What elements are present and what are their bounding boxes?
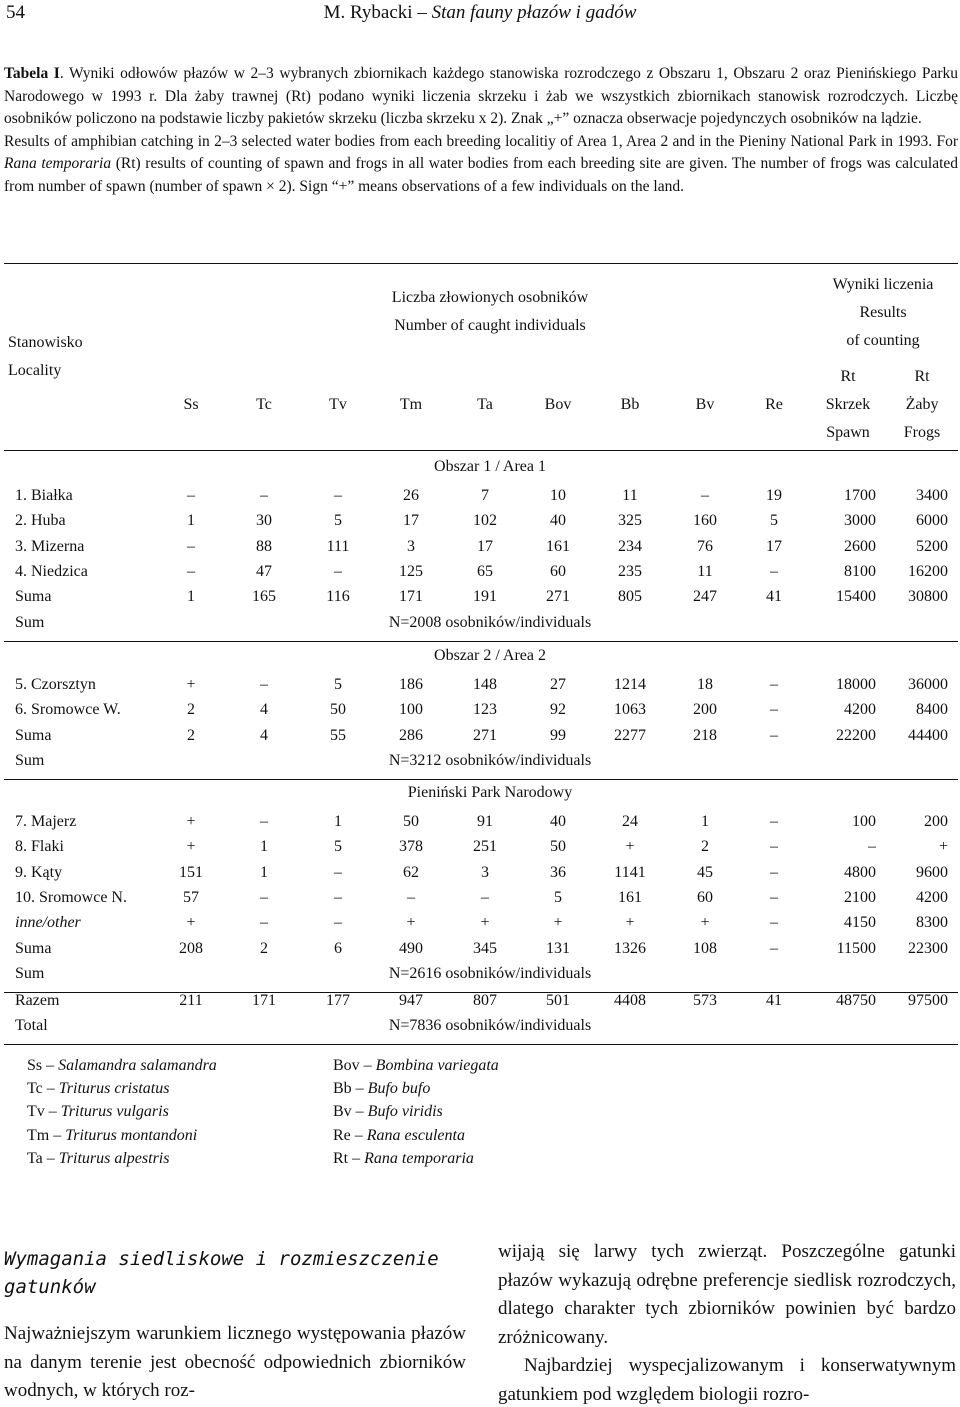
table-cell: – xyxy=(770,838,778,856)
table-cell: 160 xyxy=(693,512,717,530)
legend-species: Bufo viridis xyxy=(367,1103,443,1121)
table-cell: – xyxy=(334,487,342,504)
legend-species: Triturus vulgaris xyxy=(60,1103,169,1121)
total-cell: 807 xyxy=(473,992,497,1009)
table-header-rule xyxy=(4,450,958,451)
table-cell: 2100 xyxy=(844,888,876,906)
table-cell: 161 xyxy=(618,888,642,906)
table-cell: 5 xyxy=(334,676,342,693)
table-cell: 1 xyxy=(701,813,709,830)
row-locality: 1. Białka xyxy=(15,487,73,504)
header-caught-en: Number of caught individuals xyxy=(394,317,586,334)
column-header-ta: Ta xyxy=(477,396,493,413)
table-cell: – xyxy=(481,888,489,906)
header-caught-pl: Liczba złowionych osobników xyxy=(391,289,589,306)
table-cell: 161 xyxy=(546,537,570,555)
header-rt-frogs: Rt xyxy=(914,368,930,385)
table-cell: 2600 xyxy=(844,537,876,555)
caption-polish xyxy=(4,63,958,131)
table-cell: 805 xyxy=(618,588,642,606)
header-locality-pl: Stanowisko xyxy=(8,334,83,351)
legend-dash: – xyxy=(42,1080,59,1098)
table-cell: 1214 xyxy=(614,676,646,693)
total-cell: 171 xyxy=(252,992,276,1009)
table-cell: 4 xyxy=(260,701,268,719)
legend-item xyxy=(333,1147,499,1170)
caption-english-species: Rana temporaria xyxy=(4,155,112,172)
table-cell: 234 xyxy=(618,537,642,555)
column-header-tm: Tm xyxy=(399,396,423,413)
table-cell: 200 xyxy=(924,813,948,830)
table-cell: 62 xyxy=(403,863,419,881)
total-cell: 4408 xyxy=(614,992,646,1009)
table-cell: 17 xyxy=(477,537,493,555)
table-cell: – xyxy=(334,888,342,906)
running-title xyxy=(6,2,954,24)
row-locality: 5. Czorsztyn xyxy=(15,676,96,693)
header-counting-pl: Wyniki liczenia xyxy=(832,276,934,293)
table-cell: 4200 xyxy=(844,701,876,719)
table-cell: 92 xyxy=(550,701,566,719)
table-cell: – xyxy=(770,676,778,693)
section-title: Pieniński Park Narodowy xyxy=(407,784,573,801)
table-cell: 1 xyxy=(260,863,268,881)
legend-dash: – xyxy=(42,1149,59,1167)
table-cell: 44400 xyxy=(908,726,948,744)
table-cell: 148 xyxy=(473,676,497,693)
legend-species: Rana temporaria xyxy=(364,1149,474,1167)
table-cell: 200 xyxy=(693,701,717,719)
legend-species: Rana esculenta xyxy=(366,1126,465,1144)
header-frogs-pl: Żaby xyxy=(905,396,939,413)
table-cell: – xyxy=(334,863,342,881)
table-cell: 5 xyxy=(554,888,562,906)
table-cell: 17 xyxy=(403,512,419,530)
table-cell: 191 xyxy=(473,588,497,606)
table-cell: 65 xyxy=(477,562,493,580)
total-cell: 573 xyxy=(693,992,717,1009)
table-cell: 218 xyxy=(693,726,717,744)
table-cell: + xyxy=(625,914,635,932)
table-cell: 235 xyxy=(618,562,642,580)
total-cell: 41 xyxy=(766,992,782,1009)
individuals-count: N=2008 osobników/individuals xyxy=(388,613,592,631)
row-locality: 9. Kąty xyxy=(15,863,63,881)
legend-code: Rt xyxy=(333,1149,349,1167)
table-cell: – xyxy=(770,726,778,744)
table-cell: 111 xyxy=(326,537,350,555)
table-cell: 40 xyxy=(550,512,566,530)
individuals-count: N=3212 osobników/individuals xyxy=(388,751,592,769)
table-cell: – xyxy=(770,813,778,830)
legend-item xyxy=(27,1077,217,1100)
header-rt-spawn: Rt xyxy=(840,368,856,385)
table-cell: 3 xyxy=(407,537,415,555)
table-cell: 100 xyxy=(399,701,423,719)
table-cell: 36 xyxy=(550,863,566,881)
total-label-en: Total xyxy=(15,1017,48,1035)
table-cell: 1 xyxy=(334,813,342,830)
row-locality: Suma xyxy=(15,588,52,606)
legend-code: Tv xyxy=(27,1103,45,1121)
table-cell: 171 xyxy=(399,588,423,606)
legend-dash: – xyxy=(42,1057,59,1074)
table-cell: 1 xyxy=(260,838,268,856)
header-spawn-en: Spawn xyxy=(826,424,870,441)
total-cell: 97500 xyxy=(908,992,948,1009)
table-cell: 18 xyxy=(697,676,713,693)
table-cell: – xyxy=(260,487,268,504)
row-locality: 8. Flaki xyxy=(15,838,64,856)
table-cell: 2 xyxy=(260,939,268,957)
table-cell: 1063 xyxy=(614,701,646,719)
table-cell: – xyxy=(770,701,778,719)
total-cell: 947 xyxy=(399,992,423,1009)
table-cell: 17 xyxy=(766,537,782,555)
table-cell: 1700 xyxy=(844,487,876,504)
table-cell: 8400 xyxy=(916,701,948,719)
table-cell: 125 xyxy=(399,562,423,580)
sum-label: Sum xyxy=(15,751,45,769)
right-column-paragraph-1: wijają się larwy tych zwierząt. Poszczególne gatunki płazów wykazują odrębne preferencje siedlisk rozrodczych, dlatego charakter tych zbiorników powinien być bardzo zróżnicowany. xyxy=(498,1241,956,1348)
legend-species: Salamandra salamandra xyxy=(58,1057,217,1074)
table-cell: + xyxy=(553,914,563,932)
table-cell: – xyxy=(187,562,195,580)
header-counting-en-2: of counting xyxy=(846,332,920,349)
table-cell: 271 xyxy=(473,726,497,744)
individuals-count: N=2616 osobników/individuals xyxy=(388,964,592,982)
page-number: 54 xyxy=(6,2,25,23)
table-cell: + xyxy=(186,813,196,830)
table-cell: – xyxy=(770,888,778,906)
row-locality: inne/other xyxy=(15,914,81,932)
table-cell: 22300 xyxy=(908,939,948,957)
table-cell: 45 xyxy=(697,863,713,881)
caption-english-text-b: (Rt) results of counting of spawn and frogs in all water bodies from each breeding site are given. The number of frogs was calculated from number of spawn (number of spawn × 2). Sign “+” means observations of a few individuals on the land. xyxy=(4,155,959,195)
total-label: Razem xyxy=(15,992,60,1009)
table-cell: – xyxy=(334,562,342,580)
table-cell: 490 xyxy=(399,939,423,957)
table-cell: 55 xyxy=(330,726,346,744)
legend-code: Ss xyxy=(27,1057,43,1074)
table-cell: 102 xyxy=(473,512,497,530)
left-column-text: Najważniejszym warunkiem licznego występowania płazów na danym terenie jest obecność odpowiednich zbiorników wodnych, w których roz- xyxy=(4,1323,466,1401)
table-caption xyxy=(4,63,958,198)
table-cell: 345 xyxy=(473,939,497,957)
table-cell: 15400 xyxy=(836,588,876,606)
legend-dash: – xyxy=(44,1103,61,1121)
table-cell: – xyxy=(770,914,778,932)
table-cell: 271 xyxy=(546,588,570,606)
sum-label: Sum xyxy=(15,964,45,982)
table-cell: 186 xyxy=(399,676,423,693)
row-locality: 3. Mizerna xyxy=(15,537,85,555)
right-column-paragraph-2: Najbardziej wyspecjalizowanym i konserwatywnym gatunkiem pod względem biologii rozro- xyxy=(498,1355,956,1405)
table-cell: 9600 xyxy=(916,863,948,881)
legend-dash: – xyxy=(351,1103,368,1121)
total-cell: 177 xyxy=(326,992,350,1009)
running-head xyxy=(6,2,954,28)
table-cell: 116 xyxy=(326,588,350,606)
table-cell: 151 xyxy=(179,863,203,881)
caption-polish-text: . Wyniki odłowów płazów w 2–3 wybranych zbiornikach każdego stanowiska rozrodczego z Obszaru 1, Obszaru 2 oraz Pienińskiego Parku Narodowego w 1993 r. Dla żaby trawnej (Rt) podano wyniki liczenia skrzeku i żab we wszystkich zbiornikach stanowisk rozrodczych. Liczbę osobników policzono na podstawie liczby pakietów skrzeku (liczba skrzeku x 2). Znak „+” oznacza obserwacje pojedynczych osobników na lądzie. xyxy=(4,65,958,127)
caption-label: Tabela I xyxy=(4,65,60,82)
total-cell: 211 xyxy=(179,992,203,1009)
table-cell: 2 xyxy=(187,701,195,719)
table-cell: 2277 xyxy=(614,726,646,744)
caption-english xyxy=(4,131,958,199)
legend-code: Tm xyxy=(27,1126,50,1144)
table-cell: 30800 xyxy=(908,588,948,606)
table-cell: 4200 xyxy=(916,888,948,906)
table-top-rule xyxy=(4,263,958,264)
total-cell: 48750 xyxy=(836,992,876,1009)
table-cell: 8100 xyxy=(844,562,876,580)
table-cell: – xyxy=(701,487,709,504)
legend-code: Bv xyxy=(333,1103,352,1121)
table-cell: 22200 xyxy=(836,726,876,744)
column-header-bv: Bv xyxy=(695,396,715,413)
table-cell: – xyxy=(260,888,268,906)
table-cell: 26 xyxy=(403,487,419,504)
header-locality-en: Locality xyxy=(8,362,62,379)
legend-species: Triturus alpestris xyxy=(58,1149,170,1167)
table-cell: 27 xyxy=(550,676,566,693)
row-locality: Suma xyxy=(15,939,52,957)
section-rule xyxy=(4,779,958,780)
table-cell: 4800 xyxy=(844,863,876,881)
legend-species: Bufo bufo xyxy=(367,1080,431,1098)
legend-code: Re xyxy=(333,1126,351,1144)
table-cell: 50 xyxy=(403,813,419,830)
legend-species: Triturus cristatus xyxy=(58,1080,170,1098)
table-cell: – xyxy=(260,676,268,693)
table-cell: 18000 xyxy=(836,676,876,693)
legend-dash: – xyxy=(351,1080,368,1098)
table-cell: – xyxy=(868,838,876,856)
legend-dash: – xyxy=(350,1126,367,1144)
table-cell: + xyxy=(938,838,948,856)
table-cell: 123 xyxy=(473,701,497,719)
legend-left xyxy=(27,1054,217,1170)
table-cell: 3000 xyxy=(844,512,876,530)
table-cell: 11500 xyxy=(836,939,876,957)
row-locality: 10. Sromowce N. xyxy=(15,888,127,906)
table-cell: 50 xyxy=(330,701,346,719)
table-cell: 208 xyxy=(179,939,203,957)
legend-item xyxy=(27,1054,217,1077)
table-cell: 11 xyxy=(622,487,638,504)
table-cell: + xyxy=(700,914,710,932)
table-cell: 1 xyxy=(187,512,195,530)
table-cell: – xyxy=(770,863,778,881)
table-cell: 165 xyxy=(252,588,276,606)
header-spawn-pl: Skrzek xyxy=(825,396,871,413)
table-cell: 16200 xyxy=(908,562,948,580)
row-locality: Suma xyxy=(15,726,52,744)
total-cell: 501 xyxy=(546,992,570,1009)
table-cell: 99 xyxy=(550,726,566,744)
row-locality: 2. Huba xyxy=(15,512,66,530)
table-cell: + xyxy=(480,914,490,932)
legend-right xyxy=(333,1054,499,1170)
table-cell: 11 xyxy=(697,562,713,580)
row-locality: 7. Majerz xyxy=(15,813,77,830)
legend-dash: – xyxy=(359,1057,376,1074)
table-cell: 100 xyxy=(852,813,876,830)
table-cell: 41 xyxy=(766,588,782,606)
table-cell: 4150 xyxy=(844,914,876,932)
table-cell: + xyxy=(186,676,196,693)
section-title: Obszar 1 / Area 1 xyxy=(434,458,546,475)
legend-item xyxy=(333,1077,499,1100)
legend-code: Bov xyxy=(333,1057,360,1074)
legend-item xyxy=(333,1100,499,1123)
table-cell: – xyxy=(260,813,268,830)
header-frogs-en: Frogs xyxy=(903,424,941,441)
table-cell: 36000 xyxy=(908,676,948,693)
header-counting-en-1: Results xyxy=(859,304,907,321)
table-cell: – xyxy=(407,888,415,906)
running-article-title: Stan fauny płazów i gadów xyxy=(431,2,637,23)
legend-code: Tc xyxy=(27,1080,43,1098)
table-cell: 6000 xyxy=(916,512,948,530)
table-cell: 108 xyxy=(693,939,717,957)
table-cell: – xyxy=(334,914,342,932)
column-header-tc: Tc xyxy=(256,396,272,413)
table-cell: 91 xyxy=(477,813,493,830)
table-cell: 2 xyxy=(187,726,195,744)
legend-item xyxy=(27,1100,217,1123)
table-cell: 5 xyxy=(334,838,342,856)
legend-species: Triturus montandoni xyxy=(65,1126,198,1144)
table-cell: 1 xyxy=(187,588,195,606)
table-cell: + xyxy=(406,914,416,932)
table-cell: + xyxy=(186,838,196,856)
table-cell: 5200 xyxy=(916,537,948,555)
table-cell: 1141 xyxy=(614,863,646,881)
right-column xyxy=(498,1238,956,1407)
table-cell: 286 xyxy=(399,726,423,744)
table-cell: 76 xyxy=(697,537,713,555)
table-cell: 47 xyxy=(256,562,272,580)
table-cell: 325 xyxy=(618,512,642,530)
legend-code: Bb xyxy=(333,1080,352,1098)
legend-item xyxy=(333,1124,499,1147)
table-cell: 378 xyxy=(399,838,423,856)
legend-dash: – xyxy=(49,1126,66,1144)
table-cell: 8300 xyxy=(916,914,948,932)
table-cell: 10 xyxy=(550,487,566,504)
table-cell: 247 xyxy=(693,588,717,606)
table-cell: 88 xyxy=(256,537,272,555)
table-cell: – xyxy=(770,562,778,580)
table-cell: 3400 xyxy=(916,487,948,504)
sum-label: Sum xyxy=(15,613,45,631)
table-cell: 60 xyxy=(550,562,566,580)
table-cell: – xyxy=(770,939,778,957)
table-cell: – xyxy=(187,537,195,555)
table-cell: 40 xyxy=(550,813,566,830)
table-cell: 5 xyxy=(334,512,342,530)
table-cell: 3 xyxy=(481,863,489,881)
table-cell: + xyxy=(625,838,635,856)
legend-item xyxy=(27,1124,217,1147)
legend-item xyxy=(27,1147,217,1170)
legend-dash: – xyxy=(348,1149,365,1167)
table-cell: 24 xyxy=(622,813,638,830)
column-header-re: Re xyxy=(765,396,783,413)
table-cell: + xyxy=(186,914,196,932)
running-separator: – xyxy=(417,2,427,23)
section-heading: Wymagania siedliskowe i rozmieszczenie gatunków xyxy=(4,1248,439,1298)
table-cell: 1326 xyxy=(614,939,646,957)
caption-english-text-a: Results of amphibian catching in 2–3 selected water bodies from each breeding localitiy of Area 1, Area 2 and in the Pieniny National Park in 1993. For xyxy=(4,132,958,150)
table-cell: 7 xyxy=(481,487,489,504)
column-header-bb: Bb xyxy=(620,396,640,413)
table-cell: 30 xyxy=(256,512,272,530)
table-cell: 5 xyxy=(770,512,778,530)
table-cell: 4 xyxy=(260,726,268,744)
table-cell: 6 xyxy=(334,939,342,957)
table-cell: – xyxy=(260,914,268,932)
table-cell: 19 xyxy=(766,487,782,504)
column-header-ss: Ss xyxy=(183,396,199,413)
column-header-tv: Tv xyxy=(329,396,347,413)
row-locality: 4. Niedzica xyxy=(15,562,88,580)
row-locality: 6. Sromowce W. xyxy=(15,701,121,719)
section-title: Obszar 2 / Area 2 xyxy=(434,647,546,664)
table-cell: 2 xyxy=(701,838,709,856)
running-author: M. Rybacki xyxy=(323,2,413,23)
legend-species: Bombina variegata xyxy=(375,1057,499,1074)
column-header-bov: Bov xyxy=(544,396,572,413)
table-cell: 57 xyxy=(183,888,199,906)
table-cell: – xyxy=(187,487,195,504)
section-rule xyxy=(4,641,958,642)
legend-code: Ta xyxy=(27,1149,43,1167)
table-cell: 131 xyxy=(546,939,570,957)
table-bottom-rule xyxy=(4,1044,958,1045)
legend-item xyxy=(333,1054,499,1077)
total-individuals: N=7836 osobników/individuals xyxy=(388,1017,592,1035)
table-cell: 60 xyxy=(697,888,713,906)
table-cell: 50 xyxy=(550,838,566,856)
table-cell: 251 xyxy=(473,838,497,856)
